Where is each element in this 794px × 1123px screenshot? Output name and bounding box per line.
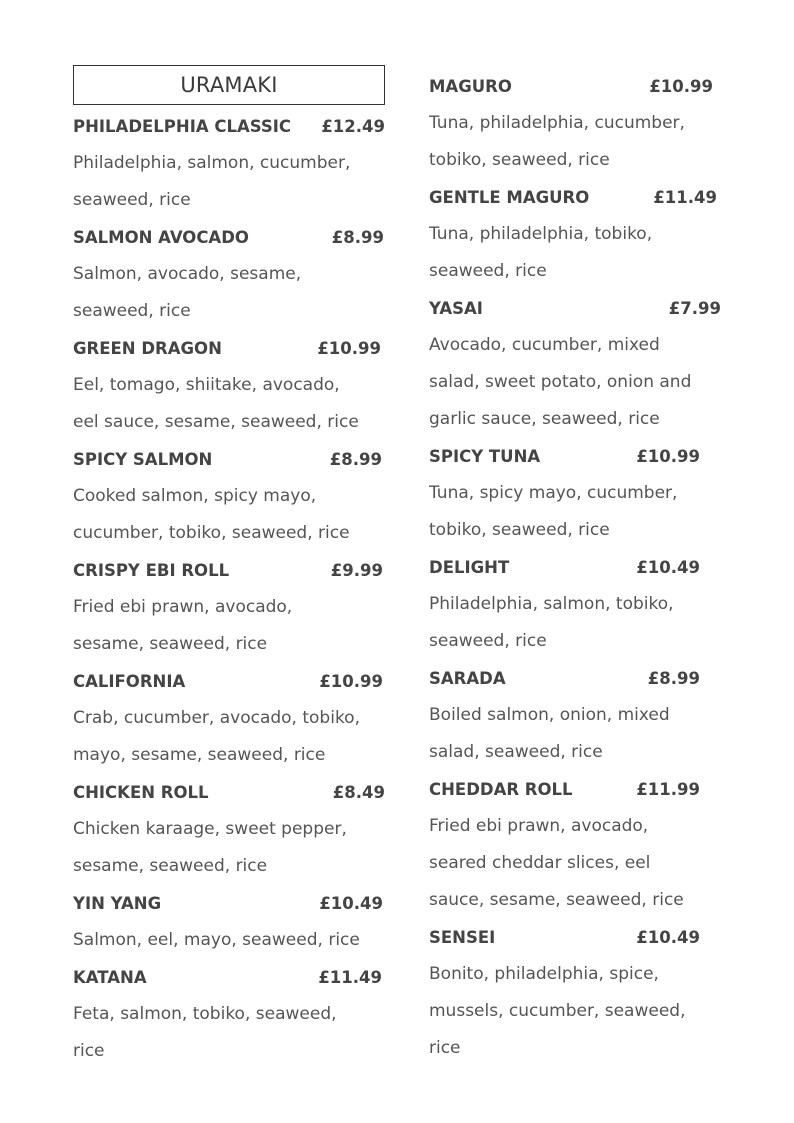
menu-item-price: £10.99 [649, 77, 713, 96]
menu-item-description-line: Avocado, cucumber, mixed [429, 335, 660, 355]
menu-item [429, 660, 721, 771]
menu-item-description-line: eel sauce, sesame, seaweed, rice [73, 412, 359, 432]
menu-item-name: PHILADELPHIA CLASSIC [73, 117, 292, 136]
menu-item-description-line: Salmon, eel, mayo, seaweed, rice [73, 930, 360, 950]
menu-item-description-line: seaweed, rice [429, 631, 547, 651]
menu-item-title [429, 549, 721, 586]
menu-item-price: £10.99 [317, 339, 381, 358]
menu-item-name: YASAI [429, 299, 483, 318]
menu-item-description-line: sesame, seaweed, rice [73, 634, 268, 654]
menu-item-title [73, 330, 385, 367]
right-menu-list [429, 68, 721, 1067]
menu-item-title [429, 179, 721, 216]
menu-item [429, 771, 721, 919]
menu-item [429, 290, 721, 438]
menu-item-description-line: mussels, cucumber, seaweed, [429, 1001, 686, 1021]
menu-item-title [73, 959, 385, 996]
menu-item-price: £8.49 [332, 783, 385, 802]
menu-item-price: £10.49 [636, 928, 700, 947]
menu-item [73, 885, 385, 959]
menu-item-description-line: Tuna, philadelphia, tobiko, [429, 224, 653, 244]
menu-item-name: SALMON AVOCADO [73, 228, 249, 247]
menu-item-description-line: Tuna, spicy mayo, cucumber, [429, 483, 678, 503]
menu-item-title [429, 771, 721, 808]
menu-item [73, 552, 385, 663]
menu-item-price: £11.99 [636, 780, 700, 799]
menu-item-name: SARADA [429, 669, 506, 688]
menu-item-name: GREEN DRAGON [73, 339, 222, 358]
menu-item-description-line: Feta, salmon, tobiko, seaweed, [73, 1004, 337, 1024]
menu-item [429, 919, 721, 1067]
menu-item-description-line: sauce, sesame, seaweed, rice [429, 890, 684, 910]
menu-item-price: £10.49 [636, 558, 700, 577]
menu-item-name: SPICY SALMON [73, 450, 213, 469]
menu-item-description-line: Chicken karaage, sweet pepper, [73, 819, 347, 839]
menu-item-description-line: seaweed, rice [73, 301, 191, 321]
menu-item [73, 774, 385, 885]
menu-item-name: SPICY TUNA [429, 447, 541, 466]
section-title: URAMAKI [73, 65, 385, 105]
menu-item-title [73, 774, 385, 811]
menu-item-description-line: garlic sauce, seaweed, rice [429, 409, 660, 429]
menu-item-description-line: Bonito, philadelphia, spice, [429, 964, 659, 984]
menu-item-description-line: Philadelphia, salmon, cucumber, [73, 153, 351, 173]
menu-item-title [73, 108, 385, 145]
menu-item-description-line: seared cheddar slices, eel [429, 853, 651, 873]
menu-item-price: £8.99 [331, 228, 384, 247]
menu-item-title [73, 885, 385, 922]
menu-item-price: £11.49 [318, 968, 382, 987]
menu-item-description-line: cucumber, tobiko, seaweed, rice [73, 523, 350, 543]
menu-item-price: £10.99 [636, 447, 700, 466]
menu-item [73, 108, 385, 219]
menu-item-description-line: Eel, tomago, shiitake, avocado, [73, 375, 340, 395]
menu-item-title [429, 68, 721, 105]
menu-item-title [429, 438, 721, 475]
menu-item [429, 438, 721, 549]
menu-item-price: £11.49 [653, 188, 717, 207]
menu-item-description-line: tobiko, seaweed, rice [429, 520, 610, 540]
menu-item-title [73, 441, 385, 478]
menu-item-description-line: Boiled salmon, onion, mixed [429, 705, 670, 725]
menu-item [429, 549, 721, 660]
menu-item-title [73, 663, 385, 700]
menu-item-price: £7.99 [668, 299, 721, 318]
menu-item-description-line: seaweed, rice [429, 261, 547, 281]
menu-item [429, 68, 721, 179]
menu-item-description-line: seaweed, rice [73, 190, 191, 210]
left-menu-list [73, 108, 385, 1070]
menu-item-price: £8.99 [647, 669, 700, 688]
menu-item-price: £10.99 [319, 672, 383, 691]
menu-item-description-line: sesame, seaweed, rice [73, 856, 268, 876]
menu-item [429, 179, 721, 290]
menu-item-name: GENTLE MAGURO [429, 188, 590, 207]
menu-item-price: £8.99 [329, 450, 382, 469]
menu-item [73, 959, 385, 1070]
menu-item [73, 330, 385, 441]
menu-item [73, 663, 385, 774]
menu-item-description-line: salad, seaweed, rice [429, 742, 603, 762]
menu-item-description-line: salad, sweet potato, onion and [429, 372, 692, 392]
menu-item [73, 441, 385, 552]
menu-item-name: CRISPY EBI ROLL [73, 561, 230, 580]
menu-item-description-line: Salmon, avocado, sesame, [73, 264, 302, 284]
left-menu-column [73, 65, 385, 1070]
menu-item-name: CHICKEN ROLL [73, 783, 209, 802]
menu-item-description-line: Fried ebi prawn, avocado, [429, 816, 649, 836]
menu-item-description-line: Fried ebi prawn, avocado, [73, 597, 293, 617]
menu-item-title [429, 660, 721, 697]
menu-item-name: CALIFORNIA [73, 672, 186, 691]
menu-item-name: MAGURO [429, 77, 512, 96]
menu-item-description-line: Cooked salmon, spicy mayo, [73, 486, 317, 506]
menu-item-price: £9.99 [330, 561, 383, 580]
menu-item-description-line: Philadelphia, salmon, tobiko, [429, 594, 674, 614]
menu-item-title [429, 290, 721, 327]
menu-item-description-line: tobiko, seaweed, rice [429, 150, 610, 170]
menu-item-description-line: Tuna, philadelphia, cucumber, [429, 113, 685, 133]
menu-item-title [73, 552, 385, 589]
menu-item-name: CHEDDAR ROLL [429, 780, 573, 799]
menu-item-name: DELIGHT [429, 558, 510, 577]
menu-item-name: SENSEI [429, 928, 496, 947]
menu-item [73, 219, 385, 330]
menu-item-title [429, 919, 721, 956]
menu-item-name: YIN YANG [73, 894, 162, 913]
menu-item-title [73, 219, 385, 256]
menu-item-price: £12.49 [321, 117, 385, 136]
menu-item-description-line: rice [429, 1038, 461, 1058]
menu-item-description-line: mayo, sesame, seaweed, rice [73, 745, 326, 765]
menu-item-description-line: rice [73, 1041, 105, 1061]
menu-item-name: KATANA [73, 968, 147, 987]
menu-item-description-line: Crab, cucumber, avocado, tobiko, [73, 708, 360, 728]
right-menu-column [429, 65, 721, 1067]
menu-item-price: £10.49 [319, 894, 383, 913]
